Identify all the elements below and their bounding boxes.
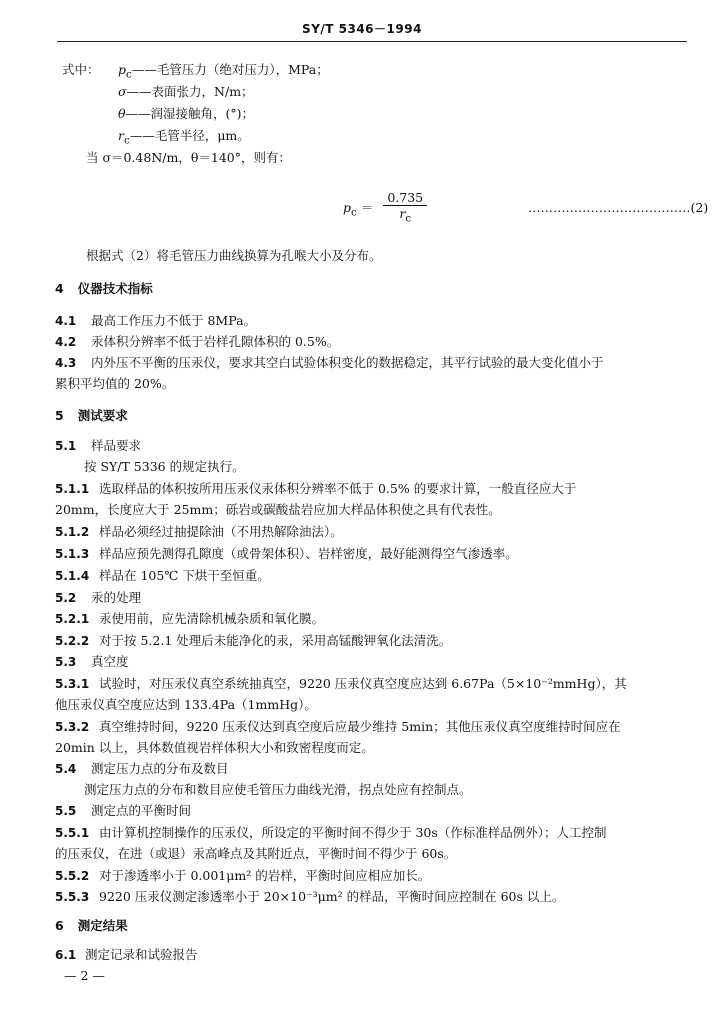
clause-5-3-2-continued: 20min 以上，具体数值视岩样体积大小和致密程度而定。 bbox=[55, 740, 374, 755]
section-number: 6 bbox=[55, 918, 64, 933]
clause-number: 5.4 bbox=[55, 762, 77, 776]
definition: ——润湿接触角，(°)； bbox=[125, 106, 255, 121]
clause-5-2-2 bbox=[55, 633, 451, 649]
clause-number: 5.5.1 bbox=[55, 826, 90, 840]
clause-number: 4.3 bbox=[55, 356, 77, 370]
clause-5-1 bbox=[55, 438, 141, 454]
section-number: 5 bbox=[55, 408, 64, 423]
clause-5-2 bbox=[55, 590, 141, 606]
clause-number: 6.1 bbox=[55, 948, 77, 962]
symbol: p bbox=[118, 62, 127, 77]
clause-number: 5.2.2 bbox=[55, 634, 90, 648]
equation-2 bbox=[343, 190, 427, 227]
clause-text: 样品应预先测得孔隙度（或骨架体积）、岩样密度，最好能测得空气渗透率。 bbox=[99, 546, 518, 561]
clause-5-1-1 bbox=[55, 481, 576, 497]
condition-text: 当 σ＝0.48N/m，θ＝140°，则有： bbox=[86, 150, 291, 165]
clause-number: 5.3.1 bbox=[55, 677, 90, 691]
symbol: r bbox=[118, 128, 124, 143]
clause-text: 9220 压汞仪测定渗透率小于 20×10⁻³μm² 的样品，平衡时间应控制在 60s 以上。 bbox=[99, 889, 565, 904]
where-item bbox=[118, 128, 250, 149]
clause-5-1-1-continued: 20mm，长度应大于 25mm；砾岩或碳酸盐岩应加大样品体积使之具有代表性。 bbox=[55, 502, 501, 517]
clause-text: 最高工作压力不低于 8MPa。 bbox=[91, 313, 257, 328]
clause-text: 由计算机控制操作的压汞仪，所设定的平衡时间不得少于 30s（作标准样品例外）；人工控制 bbox=[99, 825, 607, 840]
section-number: 4 bbox=[55, 281, 64, 296]
clause-4-3-continued: 累积平均值的 20%。 bbox=[55, 376, 175, 391]
clause-text: 汞使用前，应先清除机械杂质和氧化膜。 bbox=[99, 611, 325, 626]
equation-number: …………………………………(2) bbox=[528, 200, 709, 215]
clause-number: 5.5.3 bbox=[55, 890, 90, 904]
page-header: SY/T 5346－1994 bbox=[302, 22, 422, 36]
clause-text: 试验时，对压汞仪真空系统抽真空，9220 压汞仪真空度应达到 6.67Pa（5×10⁻²mmHg），其 bbox=[99, 676, 627, 691]
clause-text: 内外压不平衡的压汞仪，要求其空白试验体积变化的数据稳定，其平行试验的最大变化值小于 bbox=[91, 355, 604, 370]
clause-5-5 bbox=[55, 803, 191, 819]
clause-number: 5.2 bbox=[55, 591, 77, 605]
clause-4-3 bbox=[55, 355, 604, 371]
clause-5-1-body: 按 SY/T 5336 的规定执行。 bbox=[84, 459, 245, 474]
section-title: 测定结果 bbox=[77, 918, 128, 933]
clause-number: 5.2.1 bbox=[55, 612, 90, 626]
fraction-denominator-subscript: c bbox=[405, 212, 412, 225]
clause-title: 测定记录和试验报告 bbox=[85, 947, 198, 962]
clause-5-5-3 bbox=[55, 889, 564, 905]
where-item bbox=[118, 62, 329, 83]
section-title: 测试要求 bbox=[77, 408, 128, 423]
clause-text: 样品必须经过抽提除油（不用热解除油法）。 bbox=[99, 524, 343, 539]
symbol: θ bbox=[118, 106, 126, 121]
section-4-heading bbox=[55, 281, 153, 297]
clause-number: 4.2 bbox=[55, 335, 77, 349]
clause-5-5-2 bbox=[55, 868, 430, 884]
page-number: — 2 — bbox=[64, 968, 105, 983]
fraction-numerator: 0.735 bbox=[383, 190, 427, 206]
clause-title: 样品要求 bbox=[91, 438, 142, 453]
clause-text: 对于渗透率小于 0.001μm² 的岩样，平衡时间应相应加长。 bbox=[99, 868, 431, 883]
clause-text: 真空维持时间，9220 压汞仪达到真空度后应最少维持 5min；其他压汞仪真空度维持时间应在 bbox=[99, 719, 621, 734]
clause-text: 样品在 105℃ 下烘干至恒重。 bbox=[99, 568, 270, 583]
equals-sign: ＝ bbox=[360, 199, 374, 215]
section-6-heading bbox=[55, 918, 128, 934]
equation-lhs: p bbox=[343, 199, 352, 215]
clause-number: 5.3 bbox=[55, 655, 77, 669]
clause-4-1 bbox=[55, 313, 256, 329]
clause-5-1-2 bbox=[55, 524, 343, 540]
clause-5-4 bbox=[55, 761, 229, 777]
clause-number: 5.5.2 bbox=[55, 869, 90, 883]
fraction-denominator: r bbox=[399, 206, 406, 221]
clause-number: 5.5 bbox=[55, 804, 77, 818]
clause-5-3 bbox=[55, 654, 129, 670]
definition: ——表面张力，N/m； bbox=[126, 84, 254, 99]
definition: ——毛管压力（绝对压力），MPa； bbox=[131, 62, 329, 77]
clause-number: 5.1 bbox=[55, 439, 77, 453]
clause-text: 对于按 5.2.1 处理后未能净化的汞，采用高锰酸钾氧化法清洗。 bbox=[99, 633, 452, 648]
clause-number: 5.1.1 bbox=[55, 482, 90, 496]
clause-6-1 bbox=[55, 947, 198, 963]
clause-number: 5.1.3 bbox=[55, 547, 90, 561]
where-lead-text: 式中： bbox=[62, 62, 100, 77]
symbol-subscript: c bbox=[123, 134, 130, 147]
clause-4-2 bbox=[55, 334, 339, 350]
clause-number: 5.3.2 bbox=[55, 720, 90, 734]
clause-text: 汞体积分辨率不低于岩样孔隙体积的 0.5%。 bbox=[91, 334, 340, 349]
clause-5-1-3 bbox=[55, 546, 518, 562]
symbol: σ bbox=[118, 84, 127, 99]
clause-number: 4.1 bbox=[55, 314, 77, 328]
where-lead bbox=[62, 62, 100, 78]
clause-5-5-1-continued: 的压汞仪，在进（或退）汞高峰点及其附近点，平衡时间不得少于 60s。 bbox=[55, 846, 457, 861]
clause-number: 5.1.4 bbox=[55, 569, 90, 583]
definition: ——毛管半径，μm。 bbox=[129, 128, 250, 143]
clause-5-2-1 bbox=[55, 611, 324, 627]
clause-5-5-1 bbox=[55, 825, 607, 841]
clause-title: 测定压力点的分布及数目 bbox=[91, 761, 229, 776]
where-item bbox=[118, 84, 254, 100]
clause-5-3-2 bbox=[55, 719, 621, 735]
clause-5-3-1 bbox=[55, 676, 627, 692]
equation-lhs-subscript: c bbox=[351, 206, 357, 219]
clause-5-3-1-continued: 他压汞仪真空度应达到 133.4Pa（1mmHg）。 bbox=[55, 697, 317, 712]
clause-5-1-4 bbox=[55, 568, 270, 584]
fraction bbox=[383, 190, 427, 227]
header-rule bbox=[57, 41, 687, 42]
section-title: 仪器技术指标 bbox=[77, 281, 153, 296]
clause-number: 5.1.2 bbox=[55, 525, 90, 539]
clause-title: 真空度 bbox=[91, 654, 129, 669]
clause-text: 选取样品的体积按所用压汞仪汞体积分辨率不低于 0.5% 的要求计算，一般直径应大于 bbox=[99, 481, 577, 496]
clause-title: 汞的处理 bbox=[91, 590, 142, 605]
where-item bbox=[118, 106, 254, 122]
clause-5-4-body: 测定压力点的分布和数目应使毛管压力曲线光滑，拐点处应有控制点。 bbox=[84, 782, 472, 797]
section-5-heading bbox=[55, 408, 128, 424]
paragraph: 根据式（2）将毛管压力曲线换算为孔喉大小及分布。 bbox=[86, 248, 382, 263]
clause-title: 测定点的平衡时间 bbox=[91, 803, 192, 818]
symbol-subscript: c bbox=[126, 68, 132, 81]
